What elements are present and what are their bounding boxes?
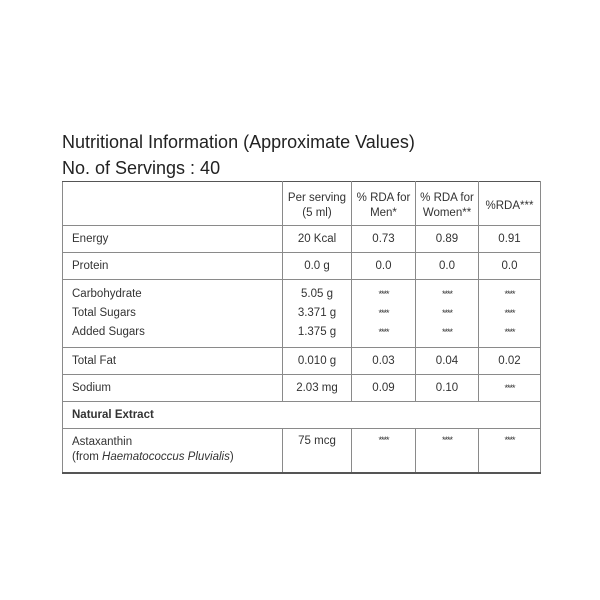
energy-per-serving: 20 Kcal	[283, 226, 352, 253]
astaxanthin-source-species: Haematococcus Pluvialis	[102, 451, 230, 463]
carbohydrate-label: Carbohydrate	[72, 288, 142, 300]
added-sugars-rda: ****	[504, 327, 515, 337]
page-title: Nutritional Information (Approximate Values)	[62, 132, 415, 152]
table-header-row	[63, 182, 541, 226]
sodium-rda: ****	[479, 375, 541, 402]
carbohydrate-rda-women: ****	[441, 289, 452, 299]
energy-rda-men: 0.73	[352, 226, 416, 253]
sodium-rda-women: 0.10	[416, 375, 479, 402]
header-per-serving-line2: (5 ml)	[302, 207, 332, 219]
total-sugars-rda-women: ****	[441, 308, 452, 318]
protein-rda-women: 0.0	[416, 253, 479, 280]
protein-label: Protein	[63, 253, 283, 280]
table-row-astaxanthin	[63, 429, 541, 473]
total-fat-rda-men: 0.03	[352, 348, 416, 375]
astaxanthin-cell	[63, 429, 283, 473]
energy-rda-women: 0.89	[416, 226, 479, 253]
header-rda-women-line1: % RDA for	[420, 192, 474, 204]
energy-label: Energy	[63, 226, 283, 253]
header-rda-women-line2: Women**	[422, 207, 472, 219]
protein-per-serving: 0.0 g	[283, 253, 352, 280]
header-per-serving-line1: Per serving	[287, 192, 347, 204]
carbohydrate-rda-men: ****	[378, 289, 389, 299]
total-fat-per-serving: 0.010 g	[283, 348, 352, 375]
astaxanthin-label: Astaxanthin	[72, 436, 133, 448]
header-rda-line1: %RDA***	[485, 199, 534, 212]
astaxanthin-rda-women: ****	[416, 429, 479, 473]
added-sugars-per-serving: 1.375 g	[297, 326, 337, 338]
carb-rda	[479, 280, 541, 348]
total-fat-rda: 0.02	[479, 348, 541, 375]
total-sugars-label: Total Sugars	[72, 307, 136, 319]
astaxanthin-source-prefix: (from	[72, 451, 103, 463]
astaxanthin-per-serving: 75 mcg	[283, 429, 352, 473]
astaxanthin-source	[72, 450, 282, 465]
carb-per-serving	[283, 280, 352, 348]
total-fat-rda-women: 0.04	[416, 348, 479, 375]
carb-rda-men	[352, 280, 416, 348]
table-row-energy	[63, 226, 541, 253]
total-sugars-per-serving: 3.371 g	[297, 307, 337, 319]
astaxanthin-rda: ****	[479, 429, 541, 473]
header-rda	[479, 182, 541, 226]
carb-rda-women	[416, 280, 479, 348]
total-sugars-rda: ****	[504, 308, 515, 318]
sodium-rda-men: 0.09	[352, 375, 416, 402]
total-sugars-rda-men: ****	[378, 308, 389, 318]
astaxanthin-rda-men: ****	[352, 429, 416, 473]
header-per-serving	[283, 182, 352, 226]
carbohydrate-rda: ****	[504, 289, 515, 299]
astaxanthin-source-suffix: )	[229, 451, 234, 463]
sodium-per-serving: 2.03 mg	[283, 375, 352, 402]
table-row-carbohydrates	[63, 280, 541, 348]
added-sugars-label: Added Sugars	[72, 326, 145, 338]
header-empty-cell	[63, 182, 283, 226]
table-row-total-fat	[63, 348, 541, 375]
table-row-natural-extract	[63, 402, 541, 429]
protein-rda-men: 0.0	[352, 253, 416, 280]
energy-rda: 0.91	[479, 226, 541, 253]
table-row-protein	[63, 253, 541, 280]
servings-count: No. of Servings : 40	[62, 158, 221, 178]
total-fat-label: Total Fat	[63, 348, 283, 375]
header-rda-women	[416, 182, 479, 226]
added-sugars-rda-women: ****	[441, 327, 452, 337]
carbohydrate-per-serving: 5.05 g	[301, 288, 333, 300]
carb-labels	[63, 280, 283, 348]
header-rda-men-line1: % RDA for	[356, 192, 411, 204]
header-rda-men-line2: Men*	[370, 207, 397, 219]
protein-rda: 0.0	[479, 253, 541, 280]
sodium-label: Sodium	[63, 375, 283, 402]
added-sugars-rda-men: ****	[378, 327, 389, 337]
nutrition-table	[62, 181, 541, 474]
header-rda-men	[352, 182, 416, 226]
table-row-sodium	[63, 375, 541, 402]
natural-extract-heading: Natural Extract	[63, 402, 541, 429]
